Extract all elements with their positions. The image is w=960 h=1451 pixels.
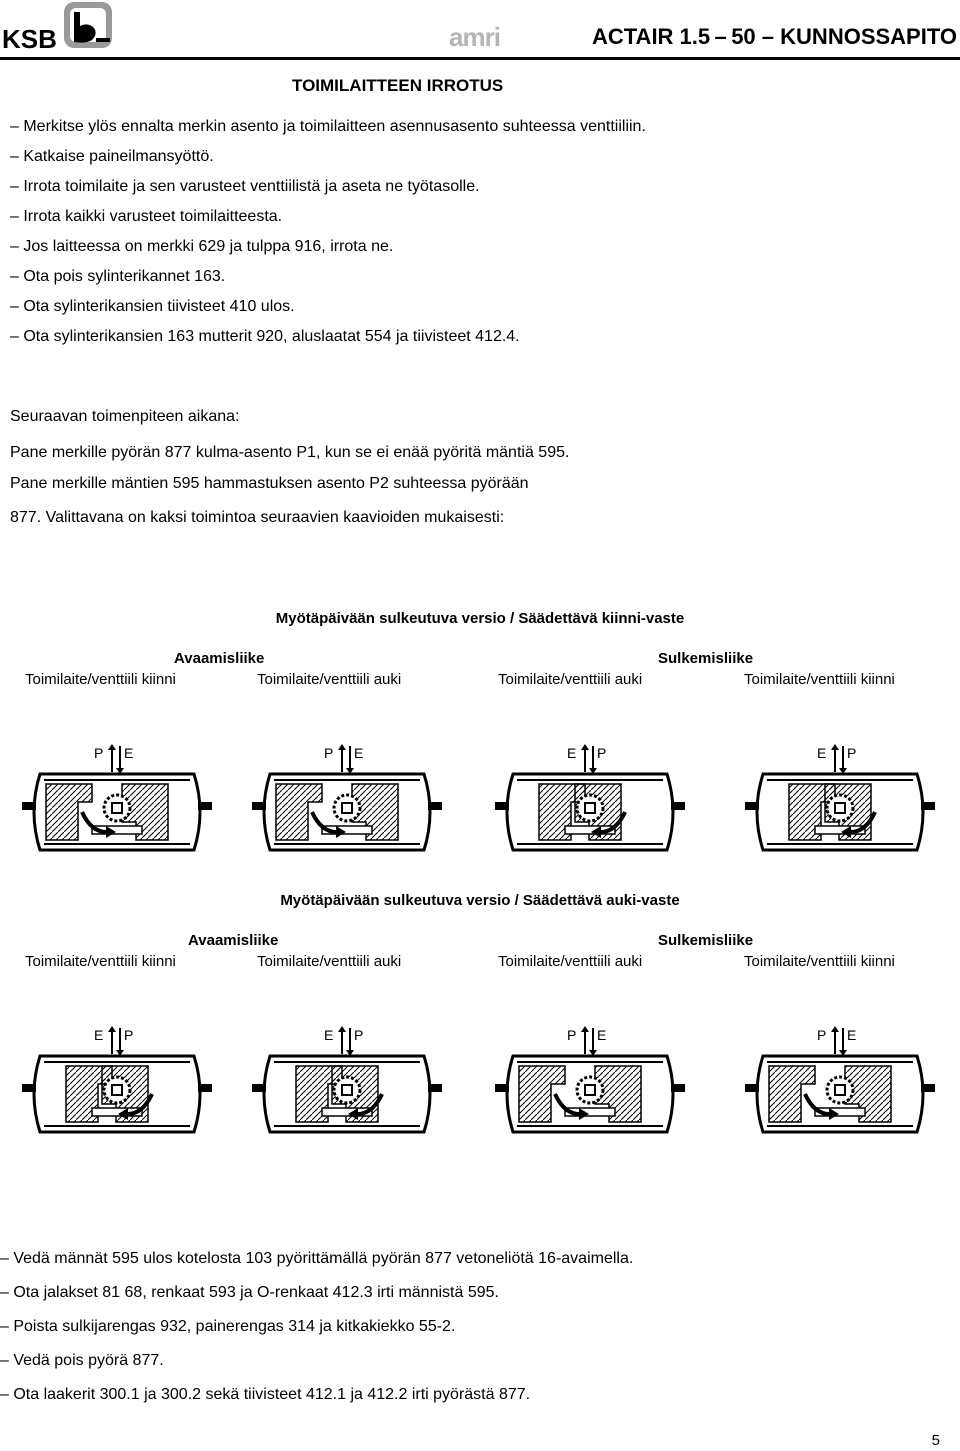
port-arrowhead — [108, 744, 116, 750]
header-rule — [0, 57, 960, 60]
disassembly-steps-list — [0, 1242, 633, 1412]
list-item: – Katkaise paineilmansyöttö. — [10, 148, 214, 165]
port-arrowhead — [581, 1026, 589, 1032]
list-item: – Ota jalakset 81 68, renkaat 593 ja O-renkaat 412.3 irti männistä 595. — [0, 1284, 499, 1301]
pinion-square — [342, 1085, 352, 1095]
pinion-square — [112, 803, 122, 813]
port-label: E — [124, 745, 134, 761]
end-bolt — [921, 1084, 935, 1092]
actuator-schematic — [252, 742, 442, 854]
port-label: E — [817, 745, 827, 761]
section-title: TOIMILAITTEEN IRROTUS — [292, 76, 504, 95]
diagram-caption: Toimilaite/venttiili auki — [257, 953, 402, 970]
movement-close-label: Sulkemisliike — [658, 650, 754, 667]
port-label: P — [567, 1027, 577, 1043]
actuator-diagram — [495, 1024, 685, 1141]
doc-title-dash: – — [714, 24, 727, 49]
removal-steps-list — [10, 112, 646, 352]
port-label: P — [817, 1027, 827, 1043]
amri-logo: amri — [449, 22, 500, 52]
port-label: P — [124, 1027, 134, 1043]
diagram-caption: Toimilaite/venttiili auki — [498, 953, 643, 970]
diagram-set-title: Myötäpäivään sulkeutuva versio / Säädettävä kiinni-vaste — [275, 610, 685, 627]
pinion-square — [835, 803, 845, 813]
end-bolt — [198, 802, 212, 810]
movement-open-label: Avaamisliike — [174, 650, 265, 667]
end-bolt — [671, 802, 685, 810]
pinion-square — [585, 1085, 595, 1095]
diagram-caption: Toimilaite/venttiili auki — [498, 671, 643, 688]
movement-open-label: Avaamisliike — [188, 932, 279, 949]
paragraph-line: Seuraavan toimenpiteen aikana: — [10, 408, 240, 425]
document-title-text: ACTAIR 1.5 — [591, 24, 715, 49]
list-item: – Merkitse ylös ennalta merkin asento ja toimilaitteen asennusasento suhteessa venttiiliin. — [10, 118, 646, 135]
actuator-diagram — [745, 1024, 935, 1141]
pinion-square — [342, 803, 352, 813]
port-arrowhead — [581, 744, 589, 750]
list-item: – Ota laakerit 300.1 ja 300.2 sekä tiivisteet 412.1 ja 412.2 irti pyörästä 877. — [0, 1386, 531, 1403]
port-label: P — [354, 1027, 364, 1043]
list-item: – Ota sylinterikansien tiivisteet 410 ulos. — [10, 298, 295, 315]
port-arrowhead — [338, 1026, 346, 1032]
diagram-caption: Toimilaite/venttiili kiinni — [744, 953, 895, 970]
end-bolt — [495, 1084, 509, 1092]
diagram-set-title: Myötäpäivään sulkeutuva versio / Säädettävä auki-vaste — [280, 892, 680, 909]
page-number: 5 — [931, 1432, 940, 1449]
end-bolt — [428, 802, 442, 810]
paragraph-line: Pane merkille pyörän 877 kulma-asento P1, kun se ei enää pyöritä mäntiä 595. — [10, 444, 570, 461]
end-bolt — [198, 1084, 212, 1092]
port-arrowhead — [831, 744, 839, 750]
pinion-square — [585, 803, 595, 813]
port-label: E — [354, 745, 364, 761]
end-bolt — [252, 1084, 266, 1092]
port-label: E — [324, 1027, 334, 1043]
end-bolt — [252, 802, 266, 810]
actuator-schematic — [22, 742, 212, 854]
document-title: ACTAIR 1.5 – 50 – KUNNOSSAPITO — [591, 24, 957, 49]
actuator-schematic — [495, 1024, 685, 1136]
list-item: – Irrota kaikki varusteet toimilaitteesta. — [10, 208, 283, 225]
port-label: E — [847, 1027, 857, 1043]
end-bolt — [428, 1084, 442, 1092]
list-item: – Ota sylinterikansien 163 mutterit 920, aluslaatat 554 ja tiivisteet 412.4. — [10, 328, 520, 345]
doc-title-dash2: – — [761, 24, 775, 49]
actuator-diagram — [252, 742, 442, 859]
port-label: P — [324, 745, 334, 761]
actuator-schematic — [745, 742, 935, 854]
port-label: P — [847, 745, 857, 761]
port-arrowhead — [108, 1026, 116, 1032]
list-item: – Vedä pois pyörä 877. — [0, 1352, 164, 1369]
port-label: P — [597, 745, 607, 761]
port-label: E — [597, 1027, 607, 1043]
actuator-schematic — [495, 742, 685, 854]
end-bolt — [745, 802, 759, 810]
paragraph-line: Pane merkille mäntien 595 hammastuksen asento P2 suhteessa pyörään — [10, 475, 529, 492]
list-item: – Ota pois sylinterikannet 163. — [10, 268, 226, 285]
ksb-logo — [0, 0, 120, 57]
pinion-square — [112, 1085, 122, 1095]
list-item: – Vedä männät 595 ulos kotelosta 103 pyörittämällä pyörän 877 vetoneliötä 16-avaimella. — [0, 1250, 634, 1267]
diagram-caption: Toimilaite/venttiili kiinni — [25, 953, 176, 970]
actuator-diagram — [745, 742, 935, 859]
port-label: E — [94, 1027, 104, 1043]
end-bolt — [22, 802, 36, 810]
actuator-schematic — [252, 1024, 442, 1136]
list-item: – Poista sulkijarengas 932, painerengas 314 ja kitkakiekko 55-2. — [0, 1318, 456, 1335]
port-arrowhead — [338, 744, 346, 750]
port-label: E — [567, 745, 577, 761]
ksb-logo-text: KSB — [2, 24, 57, 52]
actuator-diagram — [495, 742, 685, 859]
diagram-caption: Toimilaite/venttiili auki — [257, 671, 402, 688]
pinion-square — [835, 1085, 845, 1095]
movement-close-label: Sulkemisliike — [658, 932, 754, 949]
end-bolt — [745, 1084, 759, 1092]
end-bolt — [495, 802, 509, 810]
port-label: P — [94, 745, 104, 761]
actuator-diagram — [22, 742, 212, 859]
actuator-diagram — [22, 1024, 212, 1141]
end-bolt — [22, 1084, 36, 1092]
end-bolt — [671, 1084, 685, 1092]
list-item: – Irrota toimilaite ja sen varusteet venttiilistä ja aseta ne työtasolle. — [10, 178, 480, 195]
actuator-diagram — [252, 1024, 442, 1141]
paragraph-line: 877. Valittavana on kaksi toimintoa seuraavien kaavioiden mukaisesti: — [10, 509, 505, 526]
actuator-schematic — [22, 1024, 212, 1136]
list-item: – Jos laitteessa on merkki 629 ja tulppa 916, irrota ne. — [10, 238, 394, 255]
end-bolt — [921, 802, 935, 810]
diagram-caption: Toimilaite/venttiili kiinni — [25, 671, 176, 688]
actuator-schematic — [745, 1024, 935, 1136]
diagram-caption: Toimilaite/venttiili kiinni — [744, 671, 895, 688]
port-arrowhead — [831, 1026, 839, 1032]
